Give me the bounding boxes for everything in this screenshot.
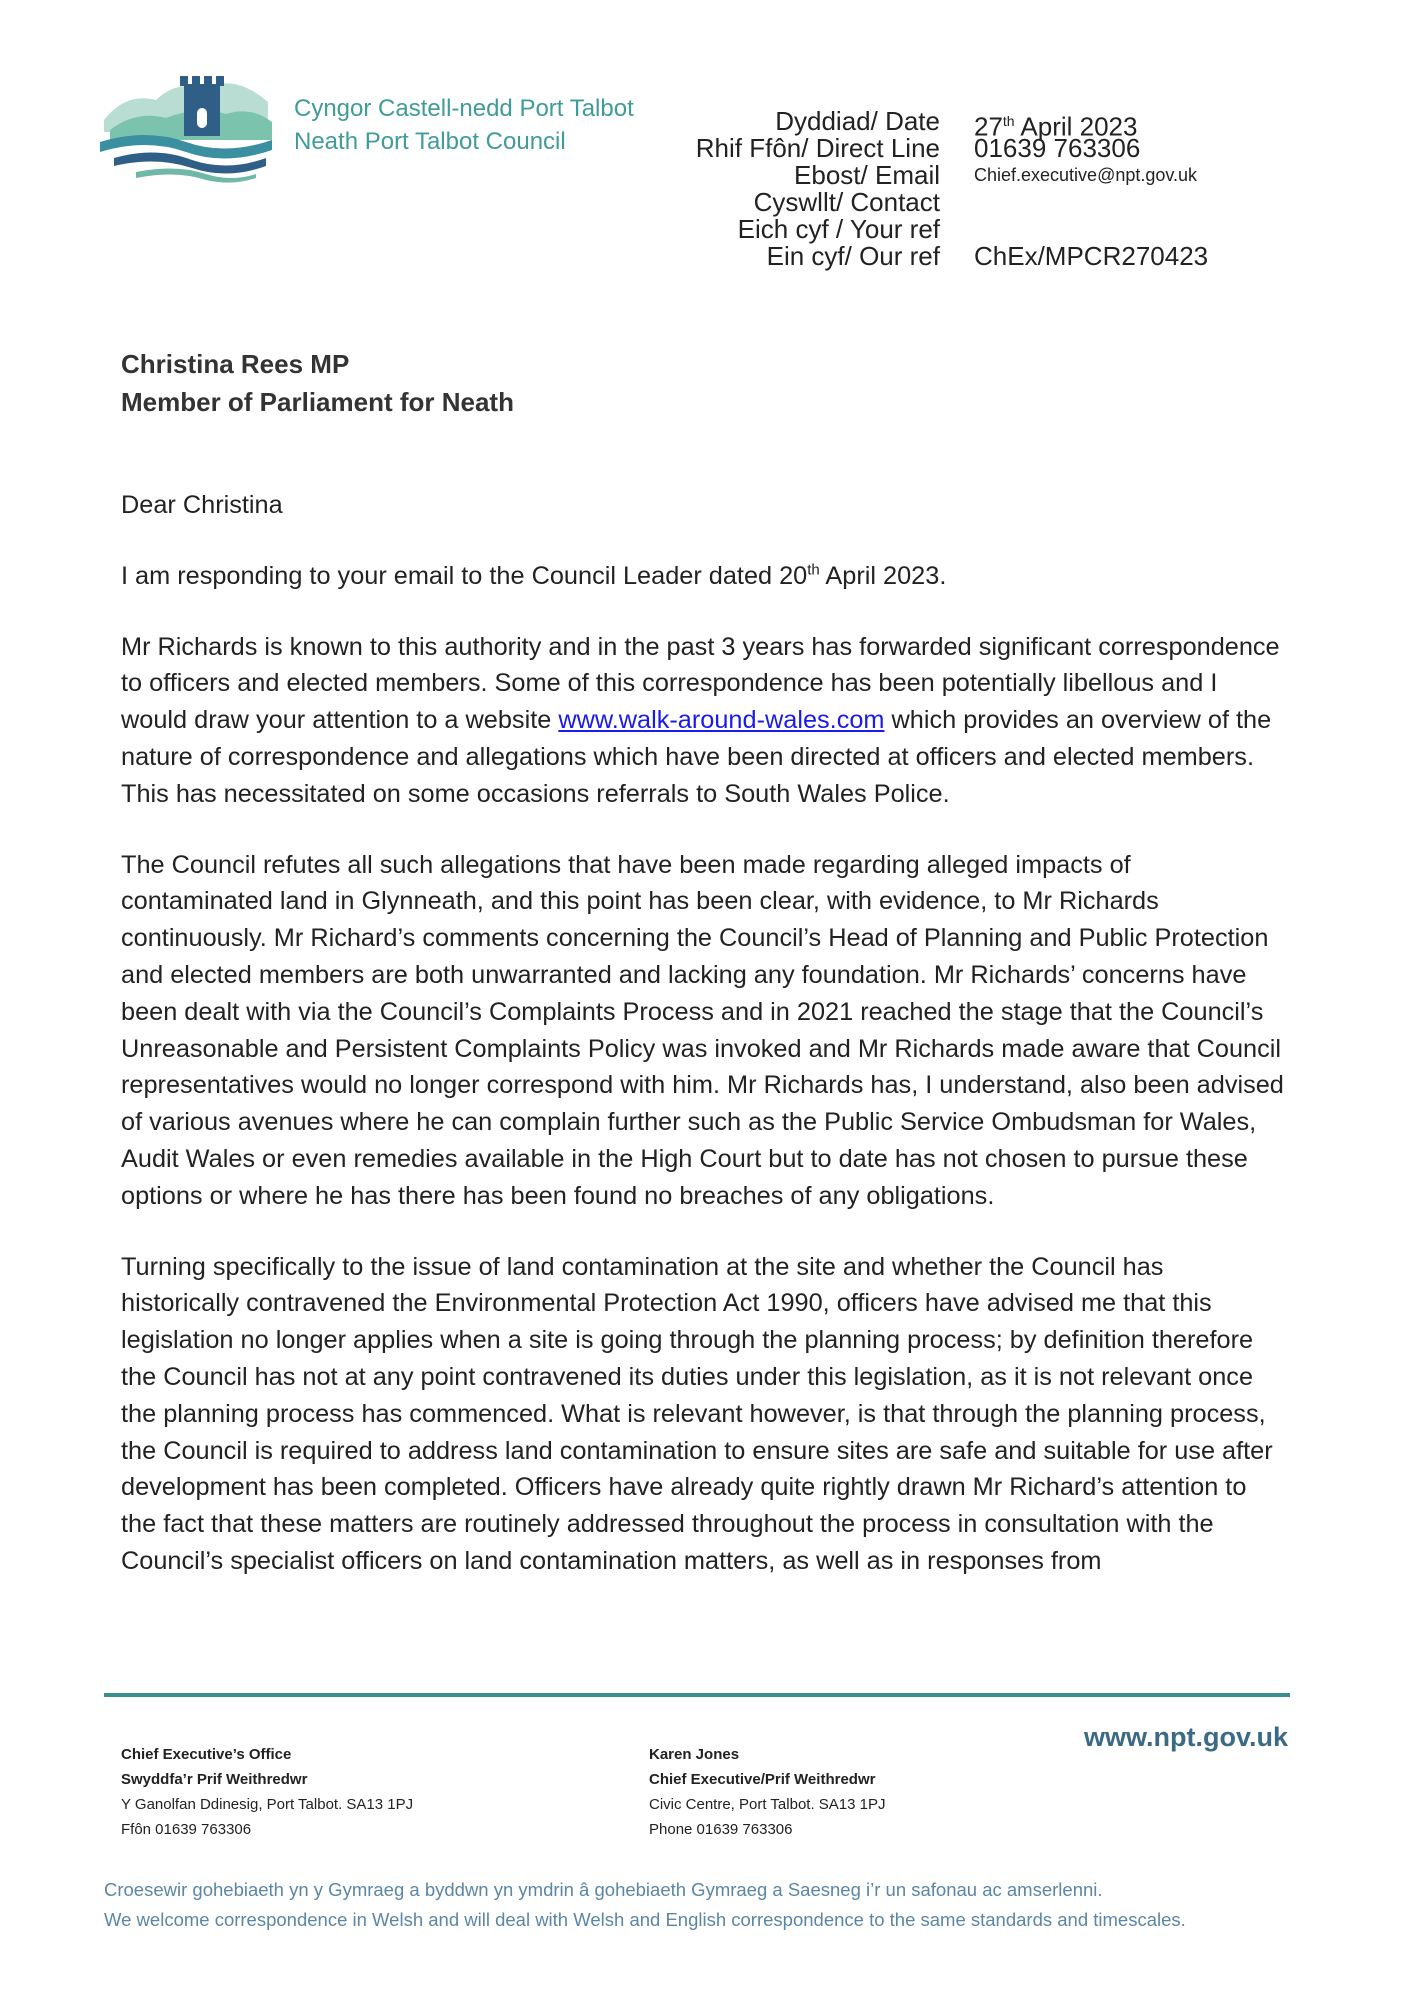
website-link[interactable]: www.walk-around-wales.com [558, 706, 885, 735]
recipient-title: Member of Parliament for Neath [121, 387, 514, 417]
council-name-block [294, 92, 634, 158]
meta-blank-space [974, 189, 1208, 243]
salutation: Dear Christina [121, 491, 283, 519]
footer-signatory [649, 1742, 886, 1842]
council-name-english: Neath Port Talbot Council [294, 128, 566, 155]
meta-label-date: Dyddiad/ Date [775, 106, 940, 136]
meta-label-email: Ebost/ Email [794, 160, 940, 190]
council-logo-icon [96, 62, 276, 184]
footer-name: Karen Jones [649, 1746, 740, 1763]
meta-label-our-ref: Ein cyf/ Our ref [766, 241, 940, 271]
meta-labels [696, 108, 940, 270]
paragraph-4: Turning specifically to the issue of land contamination at the site and whether the Council has historically contravened the Environmental Protection Act 1990, officers have advised me that this legislation no longer applies when a site is going through the planning process; by definition therefore the Council has not at any point contravened its duties under this legislation, as it is not relevant once the planning process has commenced. What is relevant however, is that through the planning process, the Council is required to address land contamination to ensure sites are safe and suitable for use after development has been completed. Officers have already quite rightly drawn Mr Richard’s attention to the fact that these matters are routinely addressed throughout the process in consultation with the Council’s specialist officers on land contamination matters, as well as in responses from [121, 1252, 1273, 1575]
footer-welsh-statement: Croesewir gohebiaeth yn y Gymraeg a byddwn yn ymdrin â gohebiaeth Gymraeg a Saesneg i’r un safonau ac amserlenni. [104, 1879, 1103, 1900]
meta-label-direct-line: Rhif Ffôn/ Direct Line [695, 133, 940, 163]
meta-direct-line: 01639 763306 [974, 133, 1141, 163]
footer-role: Chief Executive/Prif Weithredwr [649, 1771, 876, 1788]
footer-office-address [121, 1742, 413, 1842]
footer-english-statement: We welcome correspondence in Welsh and will deal with Welsh and English correspondence to the same standards and timescales. [104, 1909, 1186, 1930]
footer-address-cy: Y Ganolfan Ddinesig, Port Talbot. SA13 1PJ [121, 1796, 414, 1813]
footer-office-en: Chief Executive’s Office [121, 1746, 292, 1763]
paragraph-3: The Council refutes all such allegations that have been made regarding alleged impacts of contaminated land in Glynneath, and this point has been clear, with evidence, to Mr Richards continuously. Mr Richard’s comments concerning the Council’s Head of Planning and Public Protection and elected members are both unwarranted and lacking any foundation. Mr Richards’ concerns have been dealt with via the Council’s Complaints Process and in 2021 reached the stage that the Council’s Unreasonable and Persistent Complaints Policy was invoked and Mr Richards made aware that Council representatives would no longer correspond with him. Mr Richards has, I understand, also been advised of various avenues where he can complain further such as the Public Service Ombudsman for Wales, Audit Wales or even remedies available in the High Court but to date has not chosen to pursue these options or where he has there has been found no breaches of any obligations. [121, 850, 1284, 1210]
footer-divider [104, 1693, 1290, 1697]
council-name-welsh: Cyngor Castell-nedd Port Talbot [294, 95, 634, 122]
footer-website[interactable]: www.npt.gov.uk [1084, 1722, 1288, 1752]
meta-label-your-ref: Eich cyf / Your ref [737, 214, 940, 244]
paragraph-2: Mr Richards is known to this authority and in the past 3 years has forwarded significant correspondence to officers and elected members. Some of this correspondence has been potentially libellous and I would draw your attention to a website www.walk-around-wales.com which provides an overview of the nature of correspondence and allegations which have been directed at officers and elected members. This has necessitated on some occasions referrals to South Wales Police. [121, 632, 1280, 808]
meta-label-contact: Cyswllt/ Contact [753, 187, 940, 217]
footer-address-en: Civic Centre, Port Talbot. SA13 1PJ [649, 1796, 886, 1813]
meta-our-ref: ChEx/MPCR270423 [974, 241, 1209, 271]
meta-date: 27th April 2023 [974, 111, 1138, 142]
letter-body [121, 487, 1286, 1614]
footer-phone-cy: Ffôn 01639 763306 [121, 1821, 252, 1838]
recipient-block [121, 345, 514, 421]
recipient-name: Christina Rees MP [121, 349, 350, 379]
paragraph-1: I am responding to your email to the Council Leader dated 20th April 2023. [121, 561, 947, 590]
footer-phone-en: Phone 01639 763306 [649, 1821, 793, 1838]
meta-email: Chief.executive@npt.gov.uk [974, 165, 1198, 185]
footer-office-cy: Swyddfa’r Prif Weithredwr [121, 1771, 308, 1788]
meta-values [974, 108, 1208, 270]
footer-language-statement [104, 1875, 1304, 1935]
